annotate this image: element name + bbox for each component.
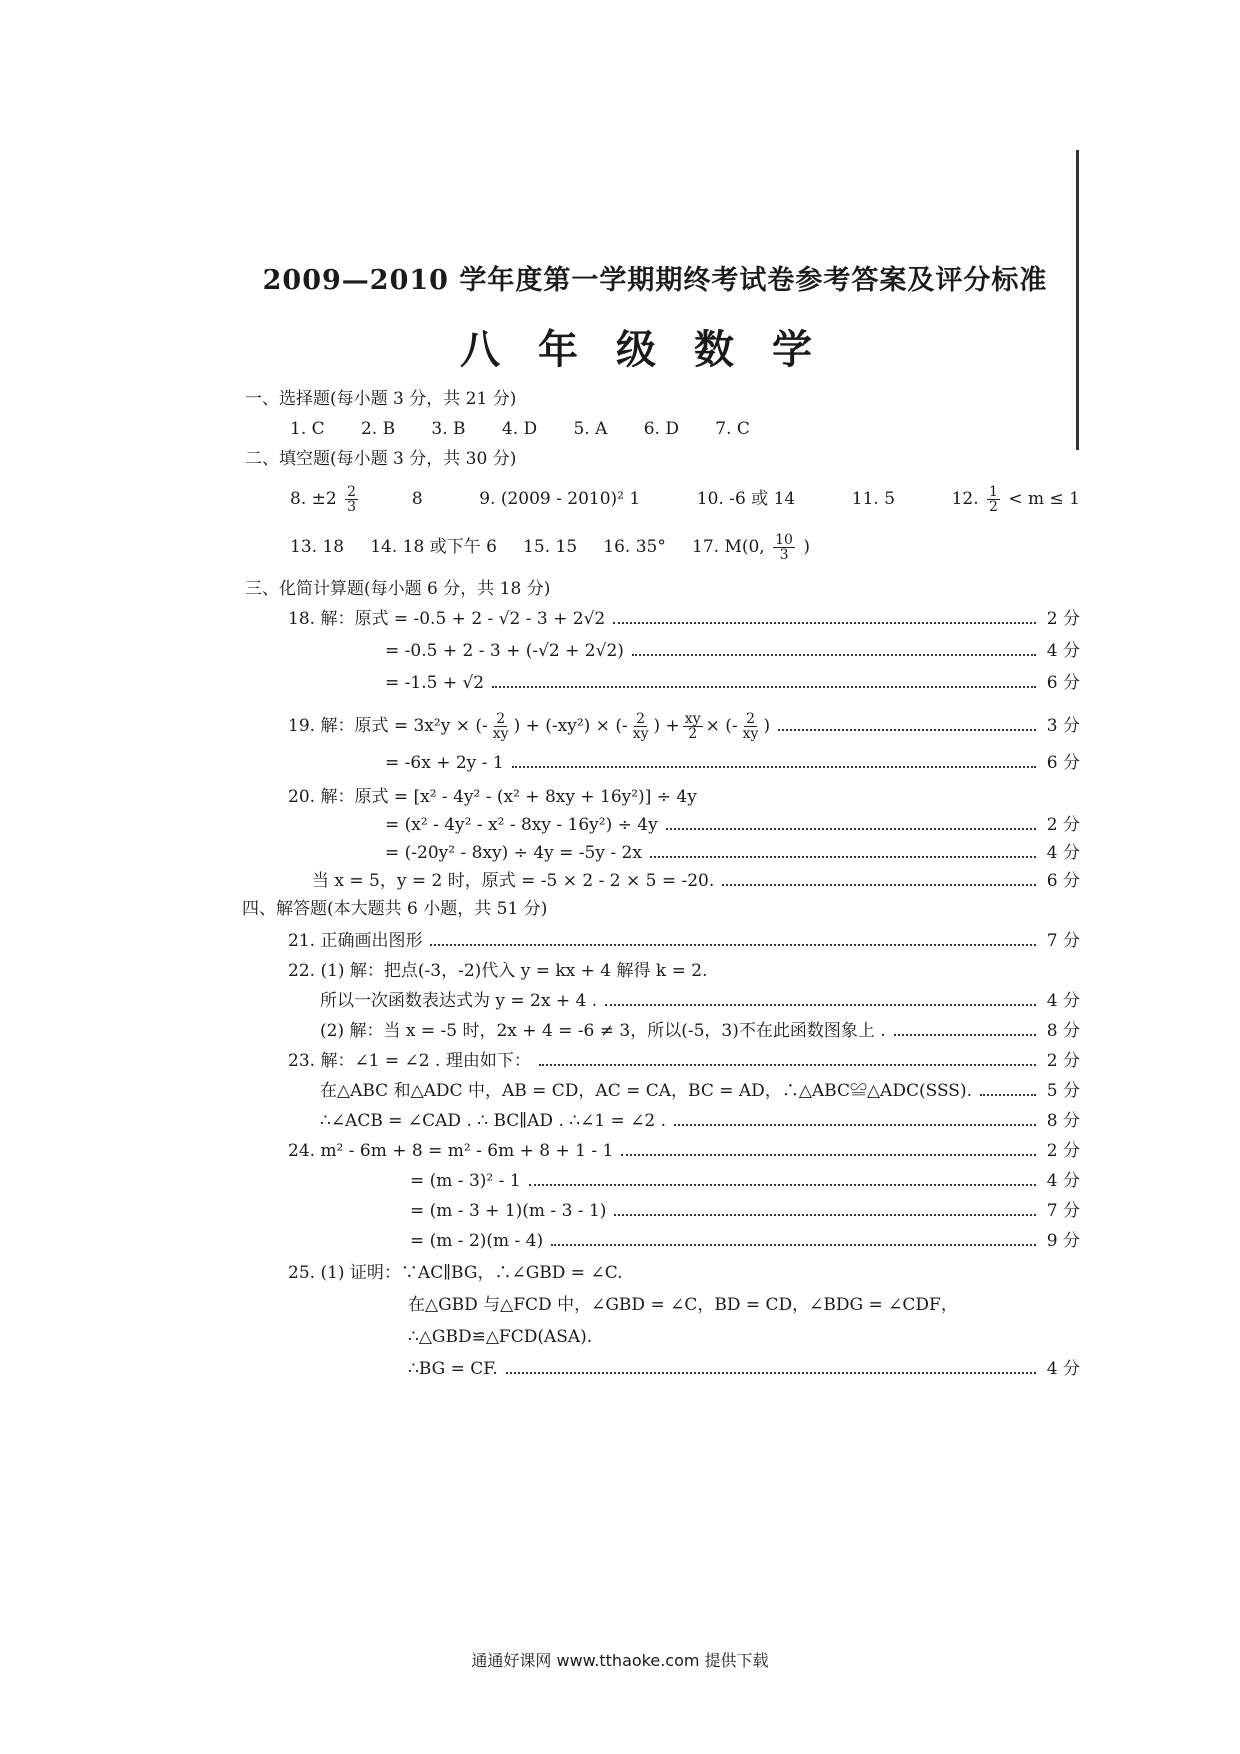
answer-13: 13. 18 <box>290 537 345 557</box>
answer-14: 14. 18 或下午 6 <box>370 537 497 557</box>
section2-row1 <box>290 482 1080 516</box>
section1-answers <box>290 418 750 440</box>
fraction: $\frac{1}{2}$ <box>989 484 998 515</box>
q24-line3: = (m - 3 + 1)(m - 3 - 1) 7 分 <box>410 1201 1080 1221</box>
fraction: $\frac{2}{3}$ <box>347 484 357 515</box>
section3-heading: 三、化简计算题(每小题 6 分，共 18 分) <box>245 579 551 599</box>
fraction: $\frac{2}{xy}$ <box>492 710 509 742</box>
q24-line1: 24. m² - 6m + 8 = m² - 6m + 8 + 1 - 1 2 分 <box>288 1141 1080 1161</box>
answer-7: 7. C <box>715 419 750 439</box>
section1-heading: 一、选择题(每小题 3 分，共 21 分) <box>245 389 517 409</box>
q22-line2: 所以一次函数表达式为 y = 2x + 4 . 4 分 <box>320 991 1080 1011</box>
q20-line2: = (x² - 4y² - x² - 8xy - 16y²) ÷ 4y 2 分 <box>385 815 1080 835</box>
answer-11: 11. 5 <box>851 489 896 509</box>
footer-source: 通通好课网 www.tthaoke.com 提供下载 <box>471 1651 769 1670</box>
section2-heading: 二、填空题(每小题 3 分，共 30 分) <box>245 449 517 469</box>
document-title: 2009—2010 学年度第一学期期终考试卷参考答案及评分标准 <box>262 265 1048 296</box>
section2-row2 <box>290 530 810 564</box>
fraction: $\frac{2}{xy}$ <box>632 710 649 742</box>
q18-line3: = -1.5 + √2 6 分 <box>385 673 1080 693</box>
q25-line3: ∴△GBD≌△FCD(ASA). <box>408 1327 593 1347</box>
answer-5: 5. A <box>573 419 608 439</box>
q23-line1: 23. 解：∠1 = ∠2 . 理由如下： 2 分 <box>288 1051 1080 1071</box>
fraction: $\frac{xy}{2}$ <box>684 710 701 742</box>
q20-line1: 20. 解：原式 = [x² - 4y² - (x² + 8xy + 16y²)] ÷ 4y <box>288 787 697 807</box>
answer-8: 8. ±2 $\frac{2}{3}$ 8 <box>290 484 423 515</box>
answer-15: 15. 15 <box>523 537 578 557</box>
q25-line4: ∴BG = CF. 4 分 <box>408 1359 1080 1379</box>
q20-line4: 当 x = 5，y = 2 时，原式 = -5 × 2 - 2 × 5 = -20. 6 分 <box>312 871 1080 891</box>
q18-line2: = -0.5 + 2 - 3 + (-√2 + 2√2) 4 分 <box>385 641 1080 661</box>
q23-line3: ∴∠ACB = ∠CAD . ∴ BC∥AD . ∴∠1 = ∠2 . 8 分 <box>320 1111 1080 1131</box>
q22-line3: (2) 解：当 x = -5 时，2x + 4 = -6 ≠ 3，所以(-5，3)不在此函数图象上 . 8 分 <box>320 1021 1080 1041</box>
answer-9: 9. (2009 - 2010)² 1 <box>479 489 641 509</box>
q25-line2: 在△GBD 与△FCD 中，∠GBD = ∠C，BD = CD，∠BDG = ∠CDF， <box>408 1295 958 1315</box>
q22-line1: 22. (1) 解：把点(-3，-2)代入 y = kx + 4 解得 k = 2. <box>288 961 708 981</box>
q19-line2: = -6x + 2y - 1 6 分 <box>385 753 1080 773</box>
answer-1: 1. C <box>290 419 325 439</box>
answer-17: 17. M(0, $\frac{10}{3}$ ) <box>692 532 810 563</box>
q24-line2: = (m - 3)² - 1 4 分 <box>410 1171 1080 1191</box>
q21-line: 21. 正确画出图形 7 分 <box>288 931 1080 951</box>
answer-4: 4. D <box>501 419 538 439</box>
answer-6: 6. D <box>643 419 679 439</box>
q20-line3: = (-20y² - 8xy) ÷ 4y = -5y - 2x 4 分 <box>385 843 1080 863</box>
q19-line1: 19. 解：原式 = 3x²y × (- $\frac{2}{xy}$ ) + (-xy²) × (- $\frac{2}{xy}$ ) + $\frac{xy}{2}$ × (- $\frac{2}{xy}$ ) 3 分 <box>288 710 1080 742</box>
fraction: $\frac{10}{3}$ <box>775 532 793 563</box>
q23-line2: 在△ABC 和△ADC 中，AB = CD，AC = CA，BC = AD，∴△ABC≌△ADC(SSS). 5 分 <box>320 1081 1080 1101</box>
scan-edge-line <box>1076 150 1079 450</box>
answer-2: 2. B <box>360 419 396 439</box>
answer-16: 16. 35° <box>603 537 666 557</box>
q18-line1: 18. 解：原式 = -0.5 + 2 - √2 - 3 + 2√2 2 分 <box>288 609 1080 629</box>
answer-10: 10. -6 或 14 <box>696 489 796 509</box>
answer-12: 12. $\frac{1}{2}$ < m ≤ 1 <box>951 484 1080 515</box>
subject-title: 八年级数学 <box>460 326 850 373</box>
section4-heading: 四、解答题(本大题共 6 小题，共 51 分) <box>242 899 548 919</box>
fraction: $\frac{2}{xy}$ <box>742 710 759 742</box>
answer-3: 3. B <box>431 419 466 439</box>
q25-line1: 25. (1) 证明：∵AC∥BG，∴∠GBD = ∠C. <box>288 1263 623 1283</box>
q24-line4: = (m - 2)(m - 4) 9 分 <box>410 1231 1080 1251</box>
